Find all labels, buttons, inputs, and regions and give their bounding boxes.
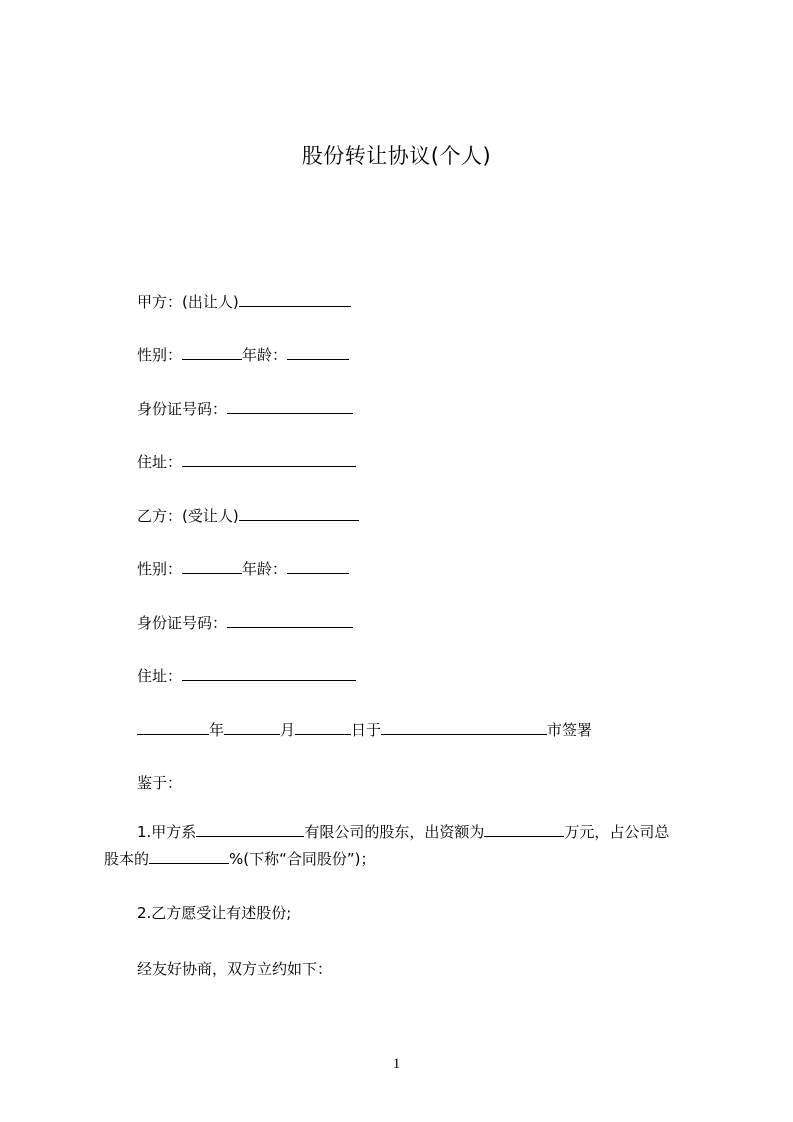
company-name-blank[interactable]	[196, 822, 304, 837]
party-b-label: 乙方：(受让人)	[137, 507, 239, 525]
id-label: 身份证号码：	[137, 614, 228, 632]
age-label: 年龄：	[242, 346, 288, 364]
address-label: 住址：	[137, 453, 183, 471]
party-b-gender-age-line	[137, 559, 349, 579]
clause-1-line-1	[104, 819, 704, 846]
party-a-id-blank[interactable]	[227, 399, 353, 414]
gender-label: 性别：	[137, 560, 183, 578]
gender-label: 性别：	[137, 346, 183, 364]
address-label: 住址：	[137, 667, 183, 685]
party-a-age-blank[interactable]	[287, 345, 349, 360]
party-a-address-line	[137, 452, 356, 472]
clause-2: 2.乙方愿受让有述股份;	[137, 904, 292, 922]
party-b-id-blank[interactable]	[227, 613, 353, 628]
month-blank[interactable]	[224, 720, 280, 735]
age-label: 年龄：	[242, 560, 288, 578]
party-b-address-line	[137, 666, 356, 686]
capital-amount-blank[interactable]	[484, 822, 564, 837]
party-a-line	[137, 292, 351, 312]
party-b-gender-blank[interactable]	[182, 559, 242, 574]
clause-1-text-e: %(下称“合同股份”)；	[229, 850, 376, 868]
clause-1-text-b: 有限公司的股东，出资额为	[304, 823, 485, 841]
party-b-line	[137, 506, 359, 526]
party-b-age-blank[interactable]	[287, 559, 349, 574]
party-a-label: 甲方：(出让人)	[137, 293, 239, 311]
party-a-address-blank[interactable]	[182, 452, 356, 467]
clause-1-text-c: 万元，占公司总	[564, 823, 670, 841]
id-label: 身份证号码：	[137, 400, 228, 418]
share-percent-blank[interactable]	[149, 849, 229, 864]
agreement-intro: 经友好协商，双方立约如下：	[137, 960, 333, 978]
day-blank[interactable]	[295, 720, 351, 735]
signing-date-line	[137, 720, 592, 740]
clause-1	[104, 819, 704, 873]
document-title: 股份转让协议(个人)	[301, 144, 492, 168]
clause-1-line-2	[104, 846, 704, 873]
clause-1-text-d: 股本的	[104, 850, 150, 868]
party-a-gender-age-line	[137, 345, 349, 365]
party-a-id-line	[137, 399, 353, 419]
clause-1-text-a: 1.甲方系	[137, 823, 197, 841]
party-a-gender-blank[interactable]	[182, 345, 242, 360]
day-label: 日于	[351, 721, 382, 739]
party-a-name-blank[interactable]	[239, 292, 351, 307]
whereas-heading: 鉴于：	[137, 774, 183, 792]
party-b-address-blank[interactable]	[182, 666, 356, 681]
party-b-id-line	[137, 613, 353, 633]
year-blank[interactable]	[137, 720, 209, 735]
city-label: 市签署	[547, 721, 593, 739]
year-label: 年	[209, 721, 225, 739]
city-blank[interactable]	[381, 720, 547, 735]
party-b-name-blank[interactable]	[239, 506, 359, 521]
month-label: 月	[280, 721, 296, 739]
page-number: 1	[392, 1056, 401, 1072]
